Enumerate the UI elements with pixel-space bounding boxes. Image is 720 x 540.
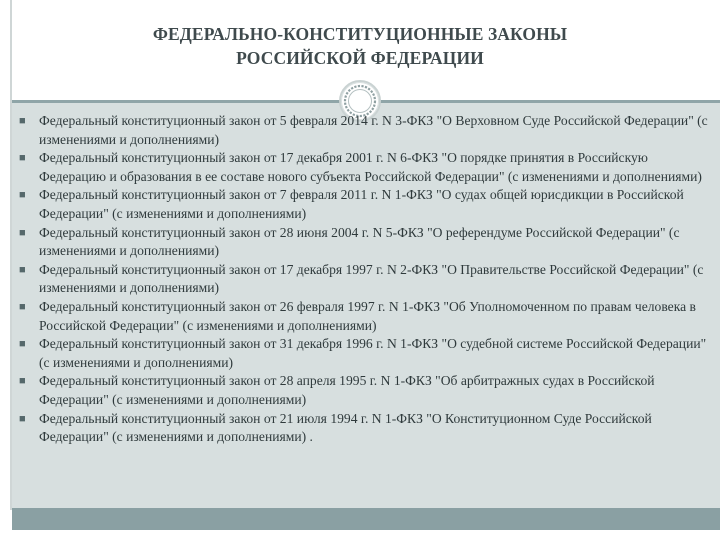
square-bullet-icon: ■ [19,300,26,313]
law-list-item [14,149,716,186]
law-list-item [14,372,716,409]
title-line-1: ФЕДЕРАЛЬНО-КОНСТИТУЦИОННЫЕ ЗАКОНЫ [152,24,568,44]
square-bullet-icon: ■ [19,226,26,239]
law-list-item [14,224,716,261]
square-bullet-icon: ■ [19,115,26,127]
law-list-item [14,112,716,149]
law-item-text: Федеральный конституционный закон от 28 апреля 1995 г. N 1-ФКЗ "Об арбитражных судах в Российской Федерации" (с изменениями и дополнениями) [39,373,655,407]
square-bullet-icon: ■ [19,152,26,165]
law-item-text: Федеральный конституционный закон от 17 декабря 1997 г. N 2-ФКЗ "О Правительстве Российской Федерации" (с изменениями и дополнениями) [39,261,704,296]
bottom-band [12,508,720,530]
law-list-item [14,335,716,372]
slide-title [0,22,720,70]
law-list-item [14,298,716,335]
law-item-text: Федеральный конституционный закон от 31 декабря 1996 г. N 1-ФКЗ "О судебной системе Российской Федерации" (с изменениями и дополнениями) [39,336,707,370]
law-list-item [14,186,716,223]
law-list-item [14,261,716,298]
law-item-text: Федеральный конституционный закон от 26 февраля 1997 г. N 1-ФКЗ "Об Уполномоченном по правам человека в Российской Федерации" (с изменениями и дополнениями) [39,298,696,333]
square-bullet-icon: ■ [19,189,26,202]
law-item-text: Федеральный конституционный закон от 5 февраля 2014 г. N 3-ФКЗ "О Верховном Суде Российской Федерации" (с изменениями и дополнениями) [39,113,708,147]
law-list [14,112,716,447]
square-bullet-icon: ■ [19,412,26,425]
law-item-text: Федеральный конституционный закон от 17 декабря 2001 г. N 6-ФКЗ "О порядке принятия в Российскую Федерацию и образования в ее составе нового субъекта Российской Федерации" (с изменениями и дополнениями) [39,150,702,184]
square-bullet-icon: ■ [19,375,26,388]
law-item-text: Федеральный конституционный закон от 7 февраля 2011 г. N 1-ФКЗ "О судах общей юрисдикции в Российской Федерации" (с изменениями и дополнениями) [39,187,684,221]
law-item-text: Федеральный конституционный закон от 21 июля 1994 г. N 1-ФКЗ "О Конституционном Суде Российской Федерации" (с изменениями и дополнениями) . [39,410,652,445]
law-list-item [14,410,716,447]
square-bullet-icon: ■ [19,263,26,276]
title-line-2: РОССИЙСКОЙ ФЕДЕРАЦИИ [236,48,484,68]
law-item-text: Федеральный конституционный закон от 28 июня 2004 г. N 5-ФКЗ "О референдуме Российской Федерации" (с изменениями и дополнениями) [39,224,680,259]
square-bullet-icon: ■ [19,338,26,351]
